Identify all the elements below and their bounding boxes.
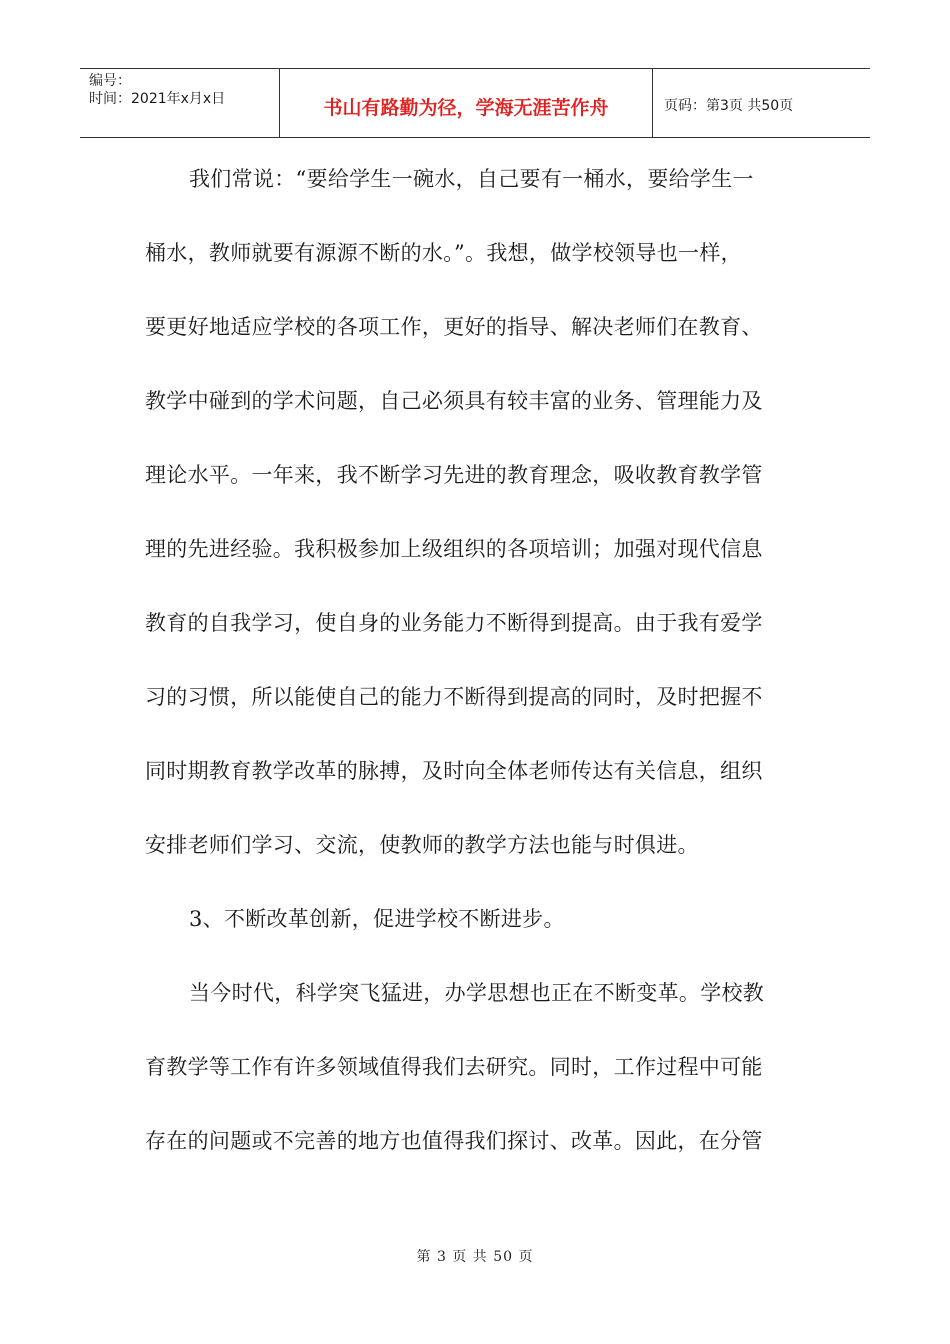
header-motto: 书山有路勤为径，学海无涯苦作舟	[280, 69, 653, 137]
body-line-8: 习的习惯，所以能使自己的能力不断得到提高的同时，及时把握不	[145, 685, 763, 709]
body-line-10: 安排老师们学习、交流，使教师的教学方法也能与时俱进。	[145, 833, 699, 857]
body-line-2: 桶水，教师就要有源源不断的水。”。我想，做学校领导也一样，	[145, 241, 742, 265]
document-body	[145, 167, 795, 1178]
body-line-14: 存在的问题或不完善的地方也值得我们探讨、改革。因此，在分管	[145, 1129, 763, 1153]
body-line-1: 我们常说：“要给学生一碗水，自己要有一桶水，要给学生一	[189, 167, 754, 191]
header-page-info: 页码：第3页 共50页	[664, 98, 794, 114]
body-line-3: 要更好地适应学校的各项工作，更好的指导、解决老师们在教育、	[145, 315, 763, 339]
body-line-4: 教学中碰到的学术问题，自己必须具有较丰富的业务、管理能力及	[145, 389, 763, 413]
body-line-5: 理论水平。一年来，我不断学习先进的教育理念，吸收教育教学管	[145, 463, 763, 487]
body-line-12: 当今时代，科学突飞猛进，办学思想也正在不断变革。学校教	[189, 981, 765, 1005]
date-label: 时间：2021年x月x日	[89, 91, 226, 107]
body-line-9: 同时期教育教学改革的脉搏，及时向全体老师传达有关信息，组织	[145, 759, 763, 783]
serial-number-label: 编号：	[89, 73, 131, 89]
section-heading: 3、不断改革创新，促进学校不断进步。	[189, 907, 565, 931]
header-meta	[80, 69, 280, 137]
document-header	[80, 68, 870, 138]
page-footer: 第 3 页 共 50 页	[416, 1249, 534, 1265]
body-line-13: 育教学等工作有许多领域值得我们去研究。同时，工作过程中可能	[145, 1055, 763, 1079]
body-line-6: 理的先进经验。我积极参加上级组织的各项培训；加强对现代信息	[145, 537, 763, 561]
body-line-7: 教育的自我学习，使自身的业务能力不断得到提高。由于我有爱学	[145, 611, 763, 635]
